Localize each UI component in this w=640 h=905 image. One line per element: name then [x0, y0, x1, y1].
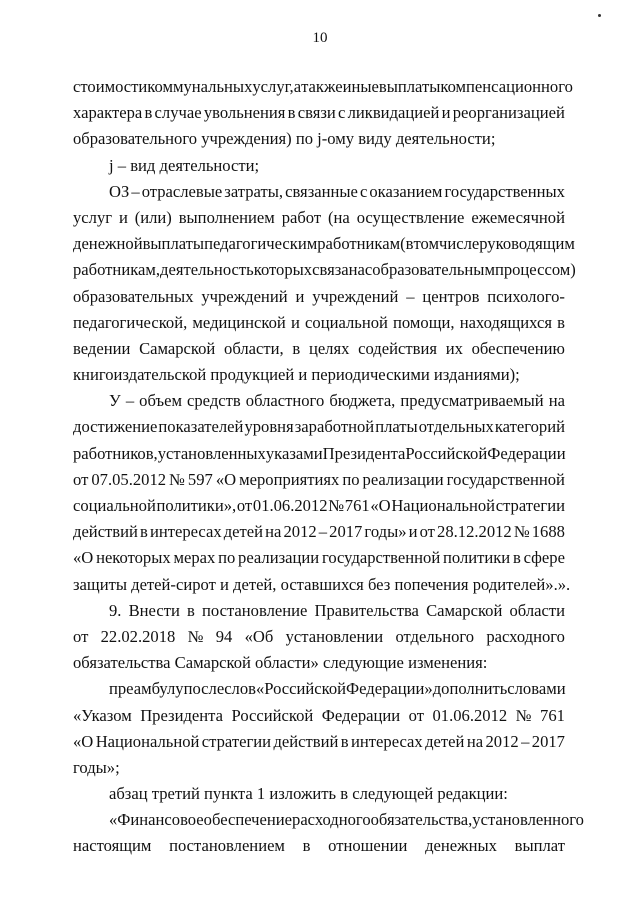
word: в	[287, 103, 296, 123]
word: «Указом	[73, 705, 132, 725]
word: отраслевые	[141, 181, 223, 201]
word: процессом)	[494, 260, 576, 280]
word: услуг,	[252, 77, 294, 96]
text-line	[73, 336, 565, 362]
word: учреждений	[312, 286, 399, 306]
word: осуществление	[356, 207, 465, 227]
word: 07.05.2012	[91, 469, 167, 489]
word: иные	[342, 77, 379, 96]
page-number: 10	[312, 30, 328, 46]
word: Внести	[128, 600, 180, 620]
word: работникам,	[73, 260, 161, 280]
word: в	[187, 600, 195, 620]
word: 28.12.2012	[437, 522, 512, 542]
word: постановление	[202, 600, 308, 620]
word: словами	[507, 679, 566, 699]
word: области	[509, 600, 565, 620]
word: 2012	[283, 522, 317, 542]
text-line	[73, 441, 565, 467]
word: находящихся	[459, 312, 552, 332]
word: «Финансовое	[109, 810, 204, 830]
word: «О	[215, 469, 237, 489]
paragraph	[73, 74, 573, 153]
word: помощи,	[393, 312, 455, 332]
word: работников,	[73, 443, 158, 463]
word: учреждений	[201, 286, 288, 306]
word: 2017	[531, 731, 565, 751]
word: в	[292, 338, 301, 358]
word: области,	[224, 338, 284, 358]
text-line	[73, 467, 565, 493]
word: в	[512, 548, 521, 568]
word: Самарской	[426, 600, 503, 620]
text-line	[73, 833, 565, 859]
word: целях	[308, 338, 350, 358]
word: заработной	[294, 417, 375, 437]
word: «О	[73, 548, 94, 568]
text-line	[73, 257, 576, 283]
word: стратегии	[495, 496, 565, 515]
word: «О	[370, 496, 391, 515]
word: Федерации»	[346, 679, 433, 699]
text-line	[73, 545, 565, 571]
word: Президента	[140, 705, 223, 725]
word: и	[118, 207, 128, 227]
word: в	[340, 731, 349, 751]
text-line	[73, 284, 565, 310]
word: образовательных	[73, 286, 194, 306]
word: на	[466, 731, 484, 751]
word: с	[359, 181, 368, 201]
text-line	[73, 703, 565, 729]
word: –	[521, 731, 530, 751]
word: 94	[215, 626, 233, 646]
word: случае	[154, 103, 202, 123]
word: и	[295, 286, 305, 306]
word: коммунальных	[147, 77, 253, 96]
word: 761	[540, 705, 565, 725]
word: психолого-	[487, 286, 565, 306]
word: выплаты	[142, 234, 205, 254]
word: действий	[73, 522, 138, 542]
word: стратегии	[201, 731, 272, 751]
word: в	[140, 522, 148, 542]
word: характера	[73, 103, 143, 123]
word: политики»,	[156, 496, 237, 515]
word: сфере	[523, 548, 565, 568]
word: Российской	[405, 443, 488, 463]
word: 2012	[485, 731, 519, 751]
word: медицинской	[192, 312, 286, 332]
word: 597	[187, 469, 213, 489]
text-line	[73, 598, 565, 624]
word: государственных	[444, 181, 565, 201]
word: расходного	[292, 810, 371, 830]
word: и	[441, 103, 451, 123]
word: ежемесячной	[471, 207, 565, 227]
word: руководящим	[479, 234, 575, 254]
word: средств	[187, 391, 241, 411]
text-line: годы»;	[73, 757, 120, 777]
word: 01.06.2012	[252, 496, 328, 515]
word: установленных	[157, 443, 266, 463]
word: детей	[425, 731, 465, 751]
text-line: защиты детей-сирот и детей, оставшихся без попечения родителей».».	[73, 574, 571, 594]
word: отдельных	[418, 417, 494, 437]
word: их	[445, 338, 463, 358]
text-line: j – вид деятельности;	[109, 155, 260, 175]
word: Федерации	[487, 443, 566, 463]
word: увольнения	[203, 103, 286, 123]
word: уровня	[244, 417, 294, 437]
word: государственной	[446, 469, 565, 489]
word: затраты,	[224, 181, 284, 201]
text-line	[73, 414, 565, 440]
text-line	[73, 231, 575, 257]
text-line	[73, 205, 565, 231]
word: категорий	[494, 417, 565, 437]
word: (на	[328, 207, 350, 227]
word: от	[236, 496, 253, 515]
word: по	[342, 469, 360, 489]
word: –	[406, 286, 415, 306]
word: «Об	[244, 626, 274, 646]
word: платы	[375, 417, 418, 437]
word: обеспечению	[471, 338, 565, 358]
word: и	[290, 312, 300, 332]
text-line: образовательного учреждения) по j-ому виду деятельности;	[73, 129, 496, 149]
word: 1688	[531, 522, 565, 542]
word: объем	[139, 391, 182, 411]
word: оказанием	[369, 181, 443, 201]
text-line: обязательства Самарской области» следующие изменения:	[73, 653, 488, 673]
text-line	[73, 100, 565, 126]
text-line	[73, 74, 573, 100]
word: выполнением	[178, 207, 275, 227]
word: работ	[281, 207, 322, 227]
word: –	[125, 391, 135, 411]
word: «Российской	[255, 679, 347, 699]
document-body	[73, 74, 584, 860]
word: политики	[442, 548, 511, 568]
word: педагогической,	[73, 312, 188, 332]
word: с	[364, 260, 373, 280]
word: «О	[73, 731, 94, 751]
word: №	[513, 522, 530, 542]
word: слов	[224, 679, 256, 699]
word: 22.02.2018	[100, 626, 176, 646]
word: интересах	[149, 522, 222, 542]
text-line	[73, 493, 565, 519]
word: предусматриваемый	[400, 391, 544, 411]
word: мерах	[173, 548, 216, 568]
word: деятельность	[160, 260, 254, 280]
text-line: книгоиздательской продукцией и периодическими изданиями);	[73, 365, 520, 385]
word: областного	[245, 391, 325, 411]
word: связанные	[285, 181, 358, 201]
word: ведении	[73, 338, 131, 358]
word: связи	[297, 103, 336, 123]
word: Федерации	[321, 705, 401, 725]
text-line	[73, 729, 565, 755]
word: также	[301, 77, 343, 96]
word: а	[293, 77, 302, 96]
word: расходного	[486, 626, 565, 646]
word: ликвидацией	[347, 103, 440, 123]
text-line: абзац третий пункта 1 изложить в следующей редакции:	[109, 784, 508, 804]
word: выплат	[514, 836, 565, 856]
word: Национальной	[391, 496, 496, 515]
word: от	[73, 469, 89, 489]
word: компенсационного	[440, 77, 573, 96]
word: реализации	[238, 548, 320, 568]
word: ОЗ	[109, 181, 130, 201]
word: после	[183, 679, 225, 699]
text-line	[73, 179, 565, 205]
word: дополнить	[432, 679, 508, 699]
word: (в	[400, 234, 414, 254]
word: Национальной	[95, 731, 200, 751]
word: некоторых	[96, 548, 171, 568]
word: реорганизацией	[452, 103, 565, 123]
word: социальной	[73, 496, 156, 515]
word: от	[73, 626, 89, 646]
word: реализации	[362, 469, 444, 489]
word: от	[408, 705, 424, 725]
word: установленного	[472, 810, 584, 830]
word: №	[187, 626, 204, 646]
word: которых	[253, 260, 313, 280]
paragraph	[73, 676, 565, 781]
word: №	[328, 496, 345, 515]
word: с	[338, 103, 346, 123]
paragraph	[73, 807, 584, 859]
paragraph	[73, 598, 565, 677]
word: в	[557, 312, 565, 332]
word: 9.	[109, 600, 122, 620]
word: детей	[223, 522, 264, 542]
word: по	[218, 548, 236, 568]
word: образовательным	[372, 260, 495, 280]
word: постановлением	[169, 836, 285, 856]
word: –	[318, 522, 328, 542]
word: 01.06.2012	[432, 705, 508, 725]
word: годы»	[364, 522, 407, 542]
word: Президента	[322, 443, 406, 463]
paragraph	[73, 781, 565, 807]
word: социальной	[305, 312, 388, 332]
word: 761	[344, 496, 370, 515]
text-line	[73, 388, 565, 414]
word: связана	[312, 260, 365, 280]
word: стоимости	[73, 77, 148, 96]
text-line	[73, 807, 584, 833]
word: выплаты	[378, 77, 441, 96]
word: 2017	[329, 522, 363, 542]
word: №	[515, 705, 532, 725]
text-line	[73, 676, 565, 702]
word: обеспечение	[203, 810, 293, 830]
word: –	[131, 181, 140, 201]
word: на	[265, 522, 282, 542]
word: и	[408, 522, 418, 542]
paragraph	[73, 179, 576, 389]
word: обязательства,	[370, 810, 473, 830]
word: настоящим	[73, 836, 152, 856]
word: показателей	[158, 417, 244, 437]
word: Российской	[231, 705, 314, 725]
word: содействия	[358, 338, 437, 358]
text-line	[73, 624, 565, 650]
word: Правительства	[314, 600, 419, 620]
word: бюджета,	[329, 391, 396, 411]
word: педагогическим	[204, 234, 318, 254]
word: отношении	[328, 836, 408, 856]
text-line	[73, 519, 565, 545]
word: мероприятиях	[239, 469, 340, 489]
word: центров	[422, 286, 480, 306]
word: услуг	[73, 207, 113, 227]
word: денежных	[425, 836, 497, 856]
word: указами	[265, 443, 323, 463]
word: в	[144, 103, 153, 123]
word: преамбулу	[109, 679, 184, 699]
word: Самарской	[139, 338, 216, 358]
word: работникам	[317, 234, 401, 254]
word: на	[548, 391, 565, 411]
word: достижение	[73, 417, 158, 437]
word: установлении	[285, 626, 384, 646]
word: отдельного	[395, 626, 475, 646]
word: действий	[273, 731, 339, 751]
word: денежной	[73, 234, 143, 254]
word: числе	[438, 234, 480, 254]
word: в	[302, 836, 311, 856]
scan-speck	[598, 14, 601, 17]
text-line	[73, 310, 565, 336]
paragraph	[73, 153, 565, 179]
word: том	[413, 234, 439, 254]
word: №	[169, 469, 185, 489]
word: от	[419, 522, 435, 542]
paragraph	[73, 388, 571, 598]
word: У	[109, 391, 121, 411]
word: государственной	[321, 548, 441, 568]
word: интересах	[351, 731, 423, 751]
word: (или)	[134, 207, 172, 227]
